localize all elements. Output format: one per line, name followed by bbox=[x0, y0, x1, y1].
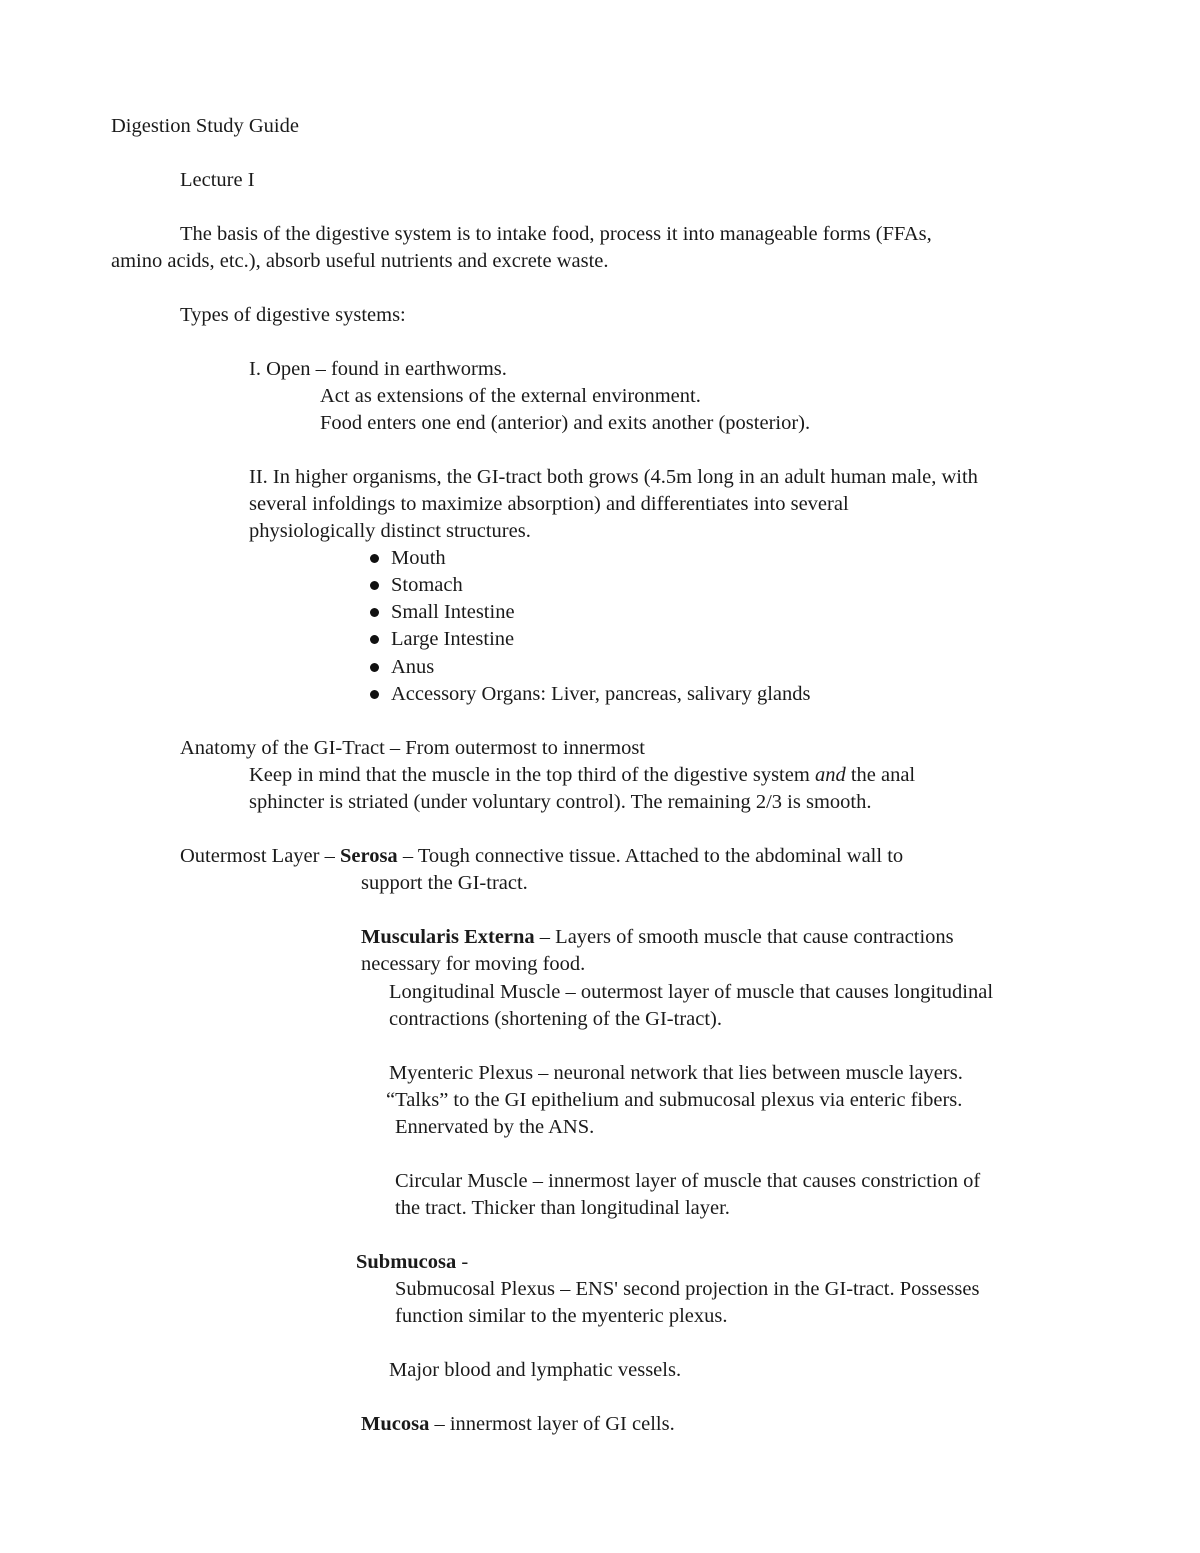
serosa-entry bbox=[180, 843, 903, 870]
mucosa-entry bbox=[361, 1411, 675, 1438]
anatomy-note bbox=[249, 762, 915, 789]
layer-description: – innermost layer of GI cells. bbox=[429, 1413, 675, 1435]
anatomy-note-emphasis: and bbox=[814, 764, 846, 786]
type-open-detail: Act as extensions of the external environment. bbox=[320, 385, 701, 407]
sublayer-line: Submucosal Plexus – ENS' second projection in the GI-tract. Possesses bbox=[395, 1278, 980, 1300]
muscularis-entry bbox=[361, 924, 954, 951]
layer-dash: - bbox=[456, 1251, 469, 1273]
layer-prefix: Outermost Layer – bbox=[180, 845, 340, 867]
submucosa-entry bbox=[356, 1249, 468, 1276]
sublayer-line: Longitudinal Muscle – outermost layer of muscle that causes longitudinal bbox=[389, 981, 994, 1003]
bullet-icon bbox=[370, 663, 379, 672]
structure-list-item: Anus bbox=[391, 656, 435, 678]
sublayer-line: contractions (shortening of the GI-tract). bbox=[389, 1008, 723, 1030]
lecture-heading: Lecture I bbox=[180, 169, 255, 191]
sublayer-line: the tract. Thicker than longitudinal layer. bbox=[395, 1197, 730, 1219]
bullet-icon bbox=[370, 554, 379, 563]
type-higher-line: physiologically distinct structures. bbox=[249, 520, 531, 542]
type-higher-line: several infoldings to maximize absorption) and differentiates into several bbox=[249, 493, 849, 515]
sublayer-line: function similar to the myenteric plexus. bbox=[395, 1305, 728, 1327]
structure-list-item: Small Intestine bbox=[391, 601, 515, 623]
bullet-icon bbox=[370, 608, 379, 617]
intro-line: amino acids, etc.), absorb useful nutrients and excrete waste. bbox=[111, 250, 609, 272]
anatomy-note-text: Keep in mind that the muscle in the top third of the digestive system bbox=[249, 764, 815, 786]
bullet-icon bbox=[370, 581, 379, 590]
sublayer-line: Circular Muscle – innermost layer of muscle that causes constriction of bbox=[395, 1170, 981, 1192]
layer-description: support the GI-tract. bbox=[361, 872, 528, 894]
type-open-line: I. Open – found in earthworms. bbox=[249, 358, 507, 380]
intro-line: The basis of the digestive system is to intake food, process it into manageable forms (FFAs, bbox=[180, 223, 932, 245]
anatomy-note: sphincter is striated (under voluntary control). The remaining 2/3 is smooth. bbox=[249, 791, 872, 813]
structure-list-item: Mouth bbox=[391, 547, 446, 569]
sublayer-line: Ennervated by the ANS. bbox=[395, 1116, 595, 1138]
layer-term: Submucosa bbox=[356, 1251, 457, 1273]
sublayer-line: Major blood and lymphatic vessels. bbox=[389, 1359, 682, 1381]
type-open-detail: Food enters one end (anterior) and exits another (posterior). bbox=[320, 412, 811, 434]
layer-description: – Tough connective tissue. Attached to the abdominal wall to bbox=[397, 845, 904, 867]
bullet-icon bbox=[370, 690, 379, 699]
layer-description: necessary for moving food. bbox=[361, 953, 586, 975]
layer-description: – Layers of smooth muscle that cause contractions bbox=[534, 926, 954, 948]
structure-list-item: Stomach bbox=[391, 574, 463, 596]
structure-list-item: Accessory Organs: Liver, pancreas, salivary glands bbox=[391, 683, 811, 705]
layer-term: Serosa bbox=[339, 845, 398, 867]
structure-list-item: Large Intestine bbox=[391, 628, 515, 650]
anatomy-heading: Anatomy of the GI-Tract – From outermost to innermost bbox=[180, 737, 645, 759]
bullet-icon bbox=[370, 635, 379, 644]
sublayer-line: Myenteric Plexus – neuronal network that lies between muscle layers. bbox=[389, 1062, 963, 1084]
layer-term: Mucosa bbox=[361, 1413, 430, 1435]
sublayer-line: “Talks” to the GI epithelium and submucosal plexus via enteric fibers. bbox=[386, 1089, 963, 1111]
anatomy-note-text: the anal bbox=[845, 764, 916, 786]
types-heading: Types of digestive systems: bbox=[180, 304, 406, 326]
type-higher-line: II. In higher organisms, the GI-tract both grows (4.5m long in an adult human male, with bbox=[249, 466, 978, 488]
document-title: Digestion Study Guide bbox=[111, 115, 299, 137]
layer-term: Muscularis Externa bbox=[361, 926, 535, 948]
